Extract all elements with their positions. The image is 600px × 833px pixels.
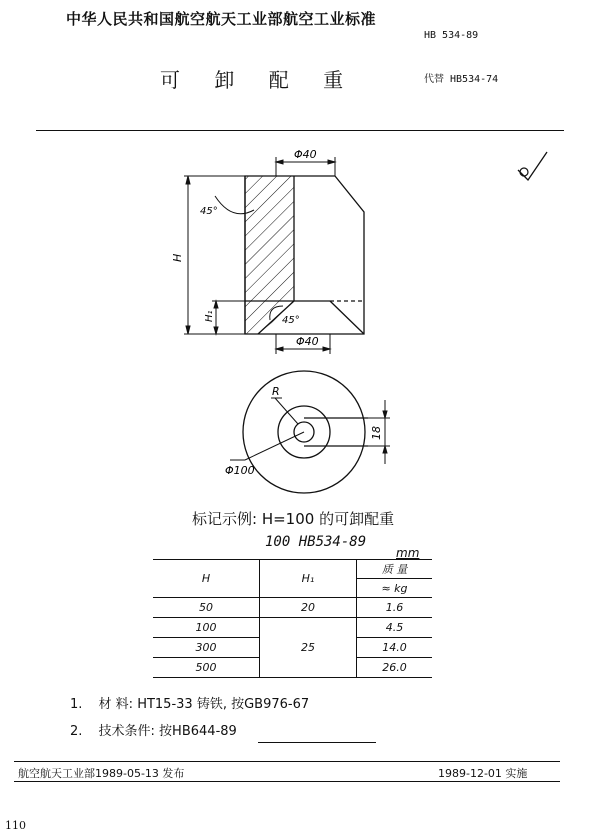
- bottom-diameter-label: Φ40: [296, 335, 319, 348]
- note-number: 1.: [70, 697, 83, 712]
- issue-info: 航空航天工业部1989-05-13 发布: [18, 767, 185, 780]
- slot-label: 18: [370, 426, 383, 440]
- note-2: [70, 720, 237, 739]
- header-H1: H₁: [260, 560, 357, 598]
- height1-label: H₁: [204, 310, 215, 322]
- height-label: H: [171, 253, 184, 262]
- cell-H: 300: [153, 638, 260, 658]
- footer-bottom-rule: [14, 781, 560, 782]
- note-text: 材 料: HT15-33 铸铁, 按GB976-67: [98, 697, 310, 712]
- cell-H: 100: [153, 618, 260, 638]
- cell-mass: 4.5: [357, 618, 433, 638]
- cell-H1: 25: [260, 618, 357, 678]
- page-title: 可 卸 配 重: [160, 68, 358, 92]
- dimension-table: [153, 559, 432, 678]
- radius-leader: [271, 398, 298, 424]
- note-text: 技术条件: 按HB644-89: [98, 724, 237, 739]
- cell-H1: 20: [260, 598, 357, 618]
- notes-underline: [258, 742, 376, 743]
- table-row: [153, 598, 432, 618]
- marking-example-line2: 100 HB534-89: [265, 534, 367, 550]
- bottom-angle-label: 45°: [282, 315, 300, 326]
- marking-example-line1: 标记示例: H=100 的可卸配重: [192, 510, 395, 528]
- note-number: 2.: [70, 724, 83, 739]
- replaces-code: 代替 HB534-74: [424, 74, 499, 85]
- roughness-symbol-icon: [518, 152, 547, 180]
- table-unit: mm: [396, 546, 420, 560]
- radius-label: R: [272, 385, 280, 398]
- header-mass: 质 量: [357, 560, 433, 579]
- cell-mass: 1.6: [357, 598, 433, 618]
- outer-diameter-label: Φ100: [225, 464, 255, 477]
- table-row: [153, 618, 432, 638]
- header-H: H: [153, 560, 260, 598]
- effective-info: 1989-12-01 实施: [438, 767, 528, 780]
- cell-H: 50: [153, 598, 260, 618]
- page-number: 110: [5, 819, 26, 832]
- standard-body: 中华人民共和国航空航天工业部航空工业标准: [66, 10, 377, 28]
- height-dimension: [184, 176, 245, 334]
- cell-mass: 26.0: [357, 658, 433, 678]
- top-angle-label: 45°: [200, 206, 218, 217]
- plan-view: [243, 371, 368, 493]
- cell-H: 500: [153, 658, 260, 678]
- header-mass-unit: ≈ kg: [357, 579, 433, 598]
- cell-mass: 14.0: [357, 638, 433, 658]
- top-diameter-label: Φ40: [294, 148, 317, 161]
- note-1: [70, 693, 309, 712]
- section-view: [245, 176, 364, 334]
- footer-rule: [14, 761, 560, 762]
- standard-code: HB 534-89: [424, 30, 479, 41]
- height1-dimension: [212, 301, 245, 334]
